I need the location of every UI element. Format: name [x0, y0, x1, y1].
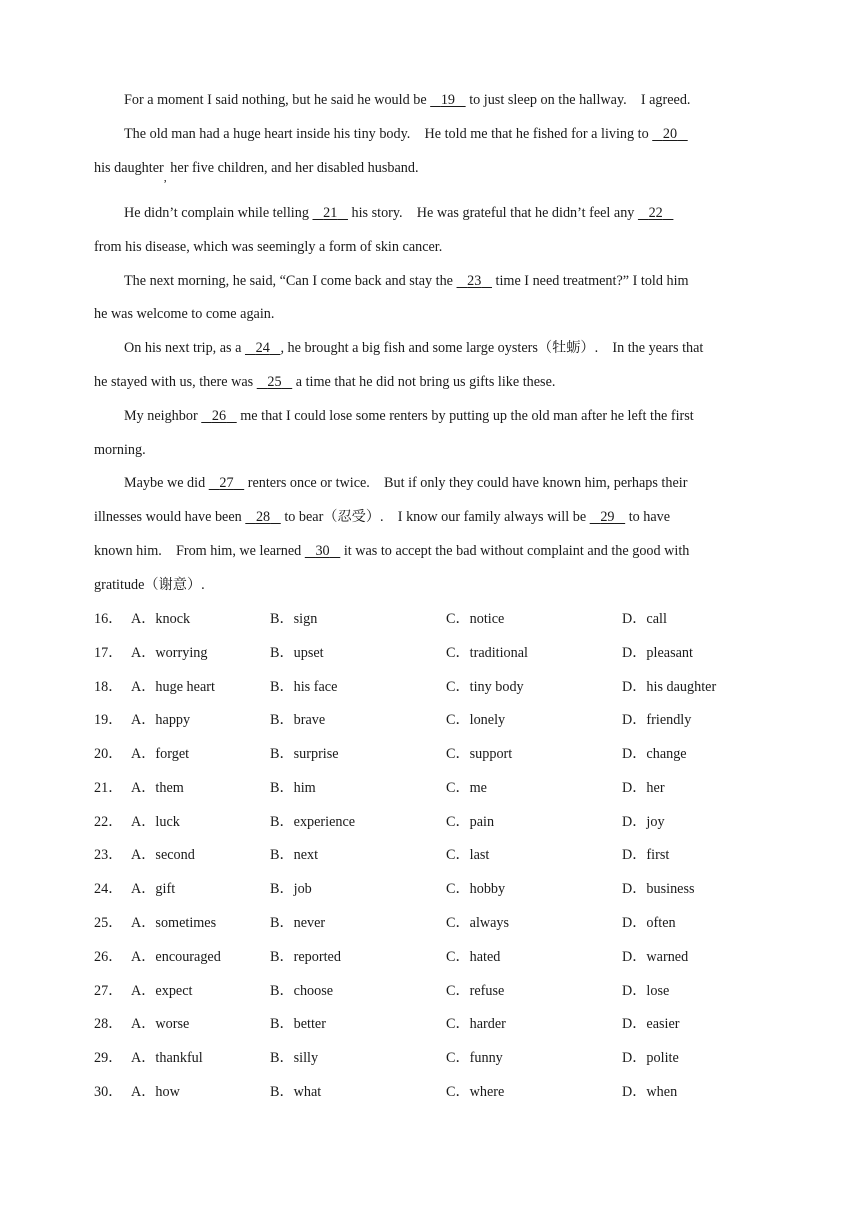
question-row: [94, 1049, 774, 1067]
option-d: D．first: [622, 847, 670, 863]
question-number: 20．: [94, 746, 123, 762]
option-a: A．worrying: [131, 645, 208, 661]
passage-text: from his disease, which was seemingly a form of skin cancer.: [94, 239, 443, 255]
passage-text: his daughter: [94, 160, 164, 176]
option-b: B．next: [270, 847, 319, 863]
passage-text: For a moment I said nothing, but he said he would be: [124, 92, 431, 108]
blank-number: 30: [315, 543, 330, 559]
option-c: C．hobby: [446, 881, 506, 897]
passage-line: [124, 204, 673, 222]
option-a: A．thankful: [131, 1050, 203, 1066]
blank-26: [201, 408, 236, 424]
question-row: [94, 610, 774, 628]
passage-text: My neighbor: [124, 408, 202, 424]
blank-number: 28: [255, 509, 271, 525]
blank-number: 23: [467, 273, 482, 289]
passage-text: it was to accept the bad without complaint and the good with: [340, 543, 690, 559]
option-c: C．notice: [446, 611, 505, 627]
option-b: B．his face: [270, 679, 338, 695]
question-row: [94, 846, 774, 864]
option-a: A．luck: [131, 814, 180, 830]
option-a: A．second: [131, 847, 195, 863]
option-b: B．silly: [270, 1050, 319, 1066]
passage-line: [124, 91, 690, 109]
passage-comma: ,: [163, 170, 167, 184]
passage-line: [94, 305, 274, 323]
passage-text: The next morning, he said, “Can I come back and stay the: [124, 273, 457, 289]
option-a: A．how: [131, 1084, 180, 1100]
passage-text: a time that he did not bring us gifts like these.: [292, 374, 556, 390]
option-a: A．sometimes: [131, 915, 217, 931]
passage-text: The old man had a huge heart inside his tiny body. He told me that he fished for a living to: [124, 126, 653, 142]
option-c: C．refuse: [446, 983, 505, 999]
blank-number: 21: [323, 205, 338, 221]
passage-text: he was welcome to come again.: [94, 306, 275, 322]
passage-text: to have: [625, 509, 671, 525]
blank-number: 27: [219, 475, 234, 491]
blank-number: 22: [648, 205, 663, 221]
passage-line: [94, 508, 670, 526]
passage-line: [94, 159, 419, 184]
question-row: [94, 644, 774, 662]
passage-line: [94, 238, 442, 256]
blank-number: 29: [600, 509, 615, 525]
blank-21: [312, 205, 347, 221]
blank-19: [430, 92, 465, 108]
question-row: [94, 678, 774, 696]
option-c: C．lonely: [446, 712, 506, 728]
option-d: D．his daughter: [622, 679, 717, 695]
option-c: C．hated: [446, 949, 501, 965]
option-d: D．friendly: [622, 712, 692, 728]
option-c: C．funny: [446, 1050, 503, 1066]
option-a: A．gift: [131, 881, 176, 897]
option-a: A．expect: [131, 983, 193, 999]
passage-line: [124, 125, 688, 143]
passage-text: he stayed with us, there was: [94, 374, 257, 390]
option-b: B．sign: [270, 611, 318, 627]
option-d: D．pleasant: [622, 645, 693, 661]
question-row: [94, 1015, 774, 1033]
blank-29: [590, 509, 625, 525]
blank-24: [245, 340, 280, 356]
blank-number: 24: [255, 340, 270, 356]
passage-text: his story. He was grateful that he didn’t feel any: [347, 205, 638, 221]
passage-line: [124, 407, 694, 425]
blank-number: 26: [211, 408, 227, 424]
question-row: [94, 711, 774, 729]
option-b: B．better: [270, 1016, 326, 1032]
passage-line: [124, 474, 687, 492]
option-a: A．knock: [131, 611, 191, 627]
option-b: B．surprise: [270, 746, 339, 762]
question-row: [94, 914, 774, 932]
question-row: [94, 779, 774, 797]
question-number: 19．: [94, 712, 123, 728]
option-d: D．when: [622, 1084, 678, 1100]
passage-text: time I need treatment?” I told him: [491, 273, 689, 289]
question-row: [94, 880, 774, 898]
question-number: 26．: [94, 949, 123, 965]
option-d: D．business: [622, 881, 695, 897]
passage-line: [94, 542, 689, 560]
passage-text: On his next trip, as a: [124, 340, 245, 356]
passage-text: me that I could lose some renters by putting up the old man after he left the first: [236, 408, 694, 424]
option-b: B．upset: [270, 645, 324, 661]
blank-22: [638, 205, 673, 221]
option-b: B．choose: [270, 983, 334, 999]
option-a: A．them: [131, 780, 184, 796]
option-a: A．forget: [131, 746, 190, 762]
passage-line: [94, 441, 146, 459]
passage-text: renters once or twice. But if only they could have known him, perhaps their: [244, 475, 688, 491]
question-number: 21．: [94, 780, 123, 796]
option-c: C．pain: [446, 814, 495, 830]
passage-line: [94, 576, 205, 594]
option-b: B．reported: [270, 949, 341, 965]
question-number: 18．: [94, 679, 123, 695]
option-a: A．happy: [131, 712, 191, 728]
blank-number: 25: [267, 374, 282, 390]
passage-text: Maybe we did: [124, 475, 209, 491]
question-number: 24．: [94, 881, 123, 897]
option-b: B．what: [270, 1084, 322, 1100]
passage-text: illnesses would have been: [94, 509, 246, 525]
option-d: D．warned: [622, 949, 689, 965]
blank-28: [245, 509, 280, 525]
option-a: A．huge heart: [131, 679, 215, 695]
blank-number: 20: [662, 126, 678, 142]
option-b: B．brave: [270, 712, 326, 728]
option-c: C．support: [446, 746, 513, 762]
option-c: C．harder: [446, 1016, 506, 1032]
passage-line: [94, 373, 555, 391]
passage-text: known him. From him, we learned: [94, 543, 305, 559]
option-c: C．me: [446, 780, 487, 796]
passage-text: to bear（忍受）. I know our family always will be: [280, 509, 590, 525]
passage-line: [124, 339, 703, 357]
option-d: D．call: [622, 611, 667, 627]
passage-text: her five children, and her disabled husband.: [166, 160, 419, 176]
option-a: A．encouraged: [131, 949, 221, 965]
option-d: D．often: [622, 915, 676, 931]
passage-text: , he brought a big fish and some large oysters（牡蛎）. In the years that: [280, 340, 704, 356]
option-d: D．polite: [622, 1050, 679, 1066]
question-number: 30．: [94, 1084, 123, 1100]
option-c: C．tiny body: [446, 679, 524, 695]
question-row: [94, 982, 774, 1000]
question-row: [94, 813, 774, 831]
passage-text: He didn’t complain while telling: [124, 205, 313, 221]
question-number: 17．: [94, 645, 123, 661]
blank-20: [652, 126, 687, 142]
question-number: 29．: [94, 1050, 123, 1066]
question-row: [94, 948, 774, 966]
question-row: [94, 745, 774, 763]
blank-23: [457, 273, 492, 289]
option-d: D．change: [622, 746, 687, 762]
option-c: C．where: [446, 1084, 505, 1100]
question-number: 23．: [94, 847, 123, 863]
question-number: 22．: [94, 814, 123, 830]
option-b: B．experience: [270, 814, 356, 830]
option-d: D．joy: [622, 814, 665, 830]
blank-30: [305, 543, 340, 559]
question-number: 16．: [94, 611, 123, 627]
option-a: A．worse: [131, 1016, 190, 1032]
option-d: D．lose: [622, 983, 670, 999]
question-number: 25．: [94, 915, 123, 931]
passage-text: to just sleep on the hallway. I agreed.: [465, 92, 691, 108]
option-b: B．him: [270, 780, 316, 796]
passage-line: [124, 272, 689, 290]
passage-text: morning.: [94, 442, 146, 458]
blank-25: [257, 374, 292, 390]
question-number: 27．: [94, 983, 123, 999]
question-row: [94, 1083, 774, 1101]
question-number: 28．: [94, 1016, 123, 1032]
option-c: C．last: [446, 847, 490, 863]
option-c: C．always: [446, 915, 510, 931]
passage-text: gratitude（谢意）.: [94, 577, 205, 593]
option-b: B．never: [270, 915, 326, 931]
blank-27: [209, 475, 244, 491]
option-b: B．job: [270, 881, 312, 897]
option-c: C．traditional: [446, 645, 528, 661]
blank-number: 19: [440, 92, 455, 108]
option-d: D．easier: [622, 1016, 680, 1032]
option-d: D．her: [622, 780, 665, 796]
